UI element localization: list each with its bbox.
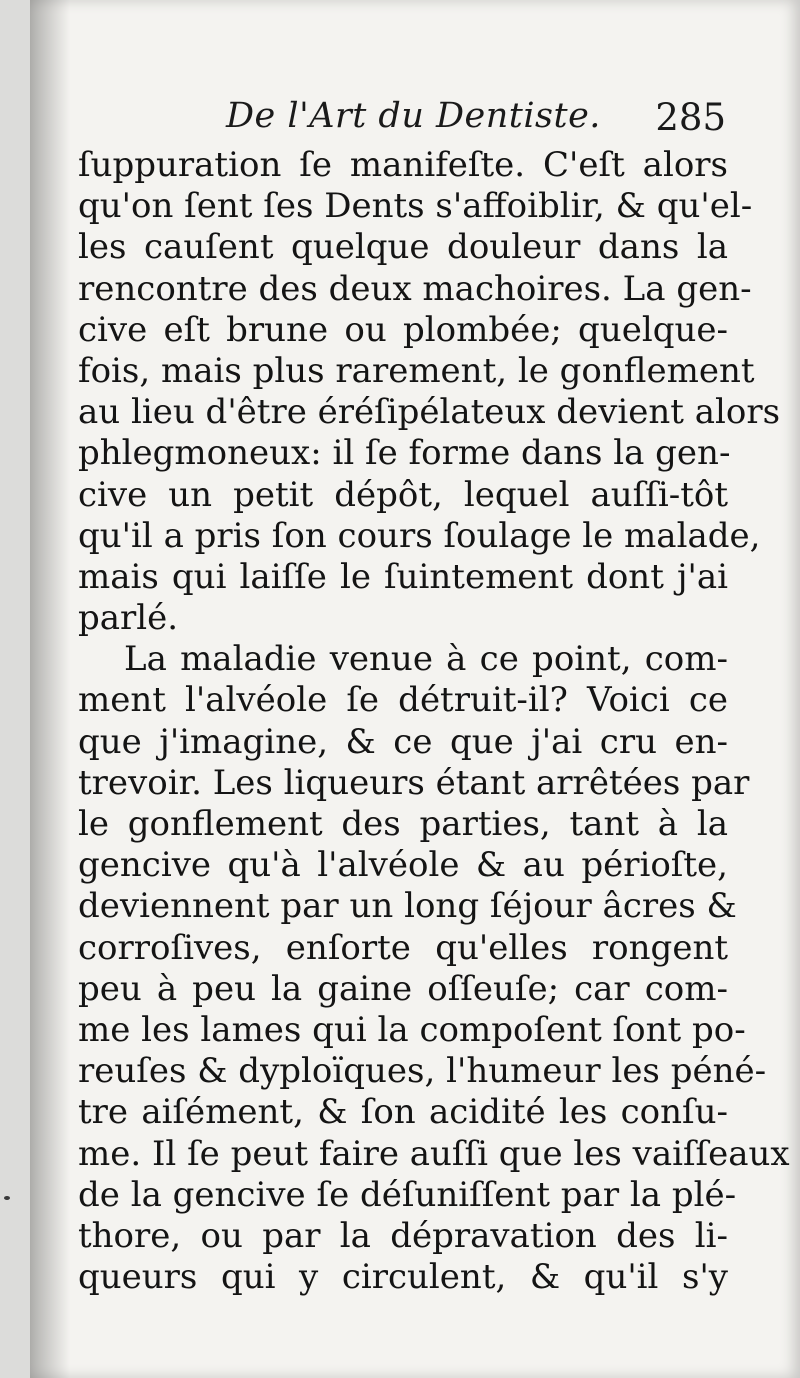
page-number: 285 [655, 96, 726, 139]
text-line: parlé. [78, 598, 179, 639]
text-line: de la gencive ſe déſuniſſent par la plé- [78, 1174, 737, 1215]
text-line: ſuppuration ſe manifeſte. C'eſt alors [78, 145, 728, 185]
text-line: les cauſent quelque douleur dans la [78, 227, 728, 268]
text-line: rencontre des deux machoires. La gen- [78, 268, 752, 309]
text-line: queurs qui y circulent, & qu'il s'y [78, 1257, 728, 1298]
paragraph-start-line: La maladie venue à ce point, com- [124, 639, 728, 680]
text-line: cive eſt brune ou plombée; quelque- [78, 309, 728, 350]
text-line: tre aiſément, & ſon acidité les conſu- [78, 1092, 728, 1133]
text-line: thore, ou par la dépravation des li- [78, 1215, 728, 1256]
text-line: qu'on ſent ſes Dents s'affoiblir, & qu'el- [78, 186, 753, 227]
body-text [78, 145, 790, 1298]
text-line: gencive qu'à l'alvéole & au périoſte, [78, 845, 728, 886]
text-line: phlegmoneux: il ſe forme dans la gen- [78, 433, 731, 474]
text-line: deviennent par un long ſéjour âcres & [78, 886, 737, 927]
text-line: me. Il ſe peut faire auſſi que les vaiſſeaux [78, 1133, 790, 1174]
gutter-shadow [30, 0, 70, 1378]
text-line: que j'imagine, & ce que j'ai cru en- [78, 721, 728, 762]
text-line: me les lames qui la compoſent ſont po- [78, 1009, 746, 1050]
text-line: ment l'alvéole ſe détruit-il? Voici ce [78, 680, 728, 721]
text-line: trevoir. Les liqueurs étant arrêtées par [78, 762, 750, 803]
text-line: fois, mais plus rarement, le gonflement [78, 350, 755, 391]
text-line: cive un petit dépôt, lequel auſſi-tôt [78, 474, 728, 515]
text-line: qu'il a pris ſon cours ſoulage le malade, [78, 515, 761, 556]
text-line: corroſives, enſorte qu'elles rongent [78, 927, 728, 968]
text-line: mais qui laiſſe le ſuintement dont j'ai [78, 556, 728, 597]
running-title: De l'Art du Dentiste. [226, 96, 601, 136]
text-line: reuſes & dyploïques, l'humeur les péné- [78, 1051, 767, 1092]
text-line: peu à peu la gaine oſſeuſe; car com- [78, 968, 728, 1009]
text-line: le gonflement des parties, tant à la [78, 804, 728, 844]
text-line: au lieu d'être éréſipélateux devient alors [78, 392, 781, 433]
ink-speck [4, 1196, 10, 1200]
page-header [196, 92, 726, 142]
